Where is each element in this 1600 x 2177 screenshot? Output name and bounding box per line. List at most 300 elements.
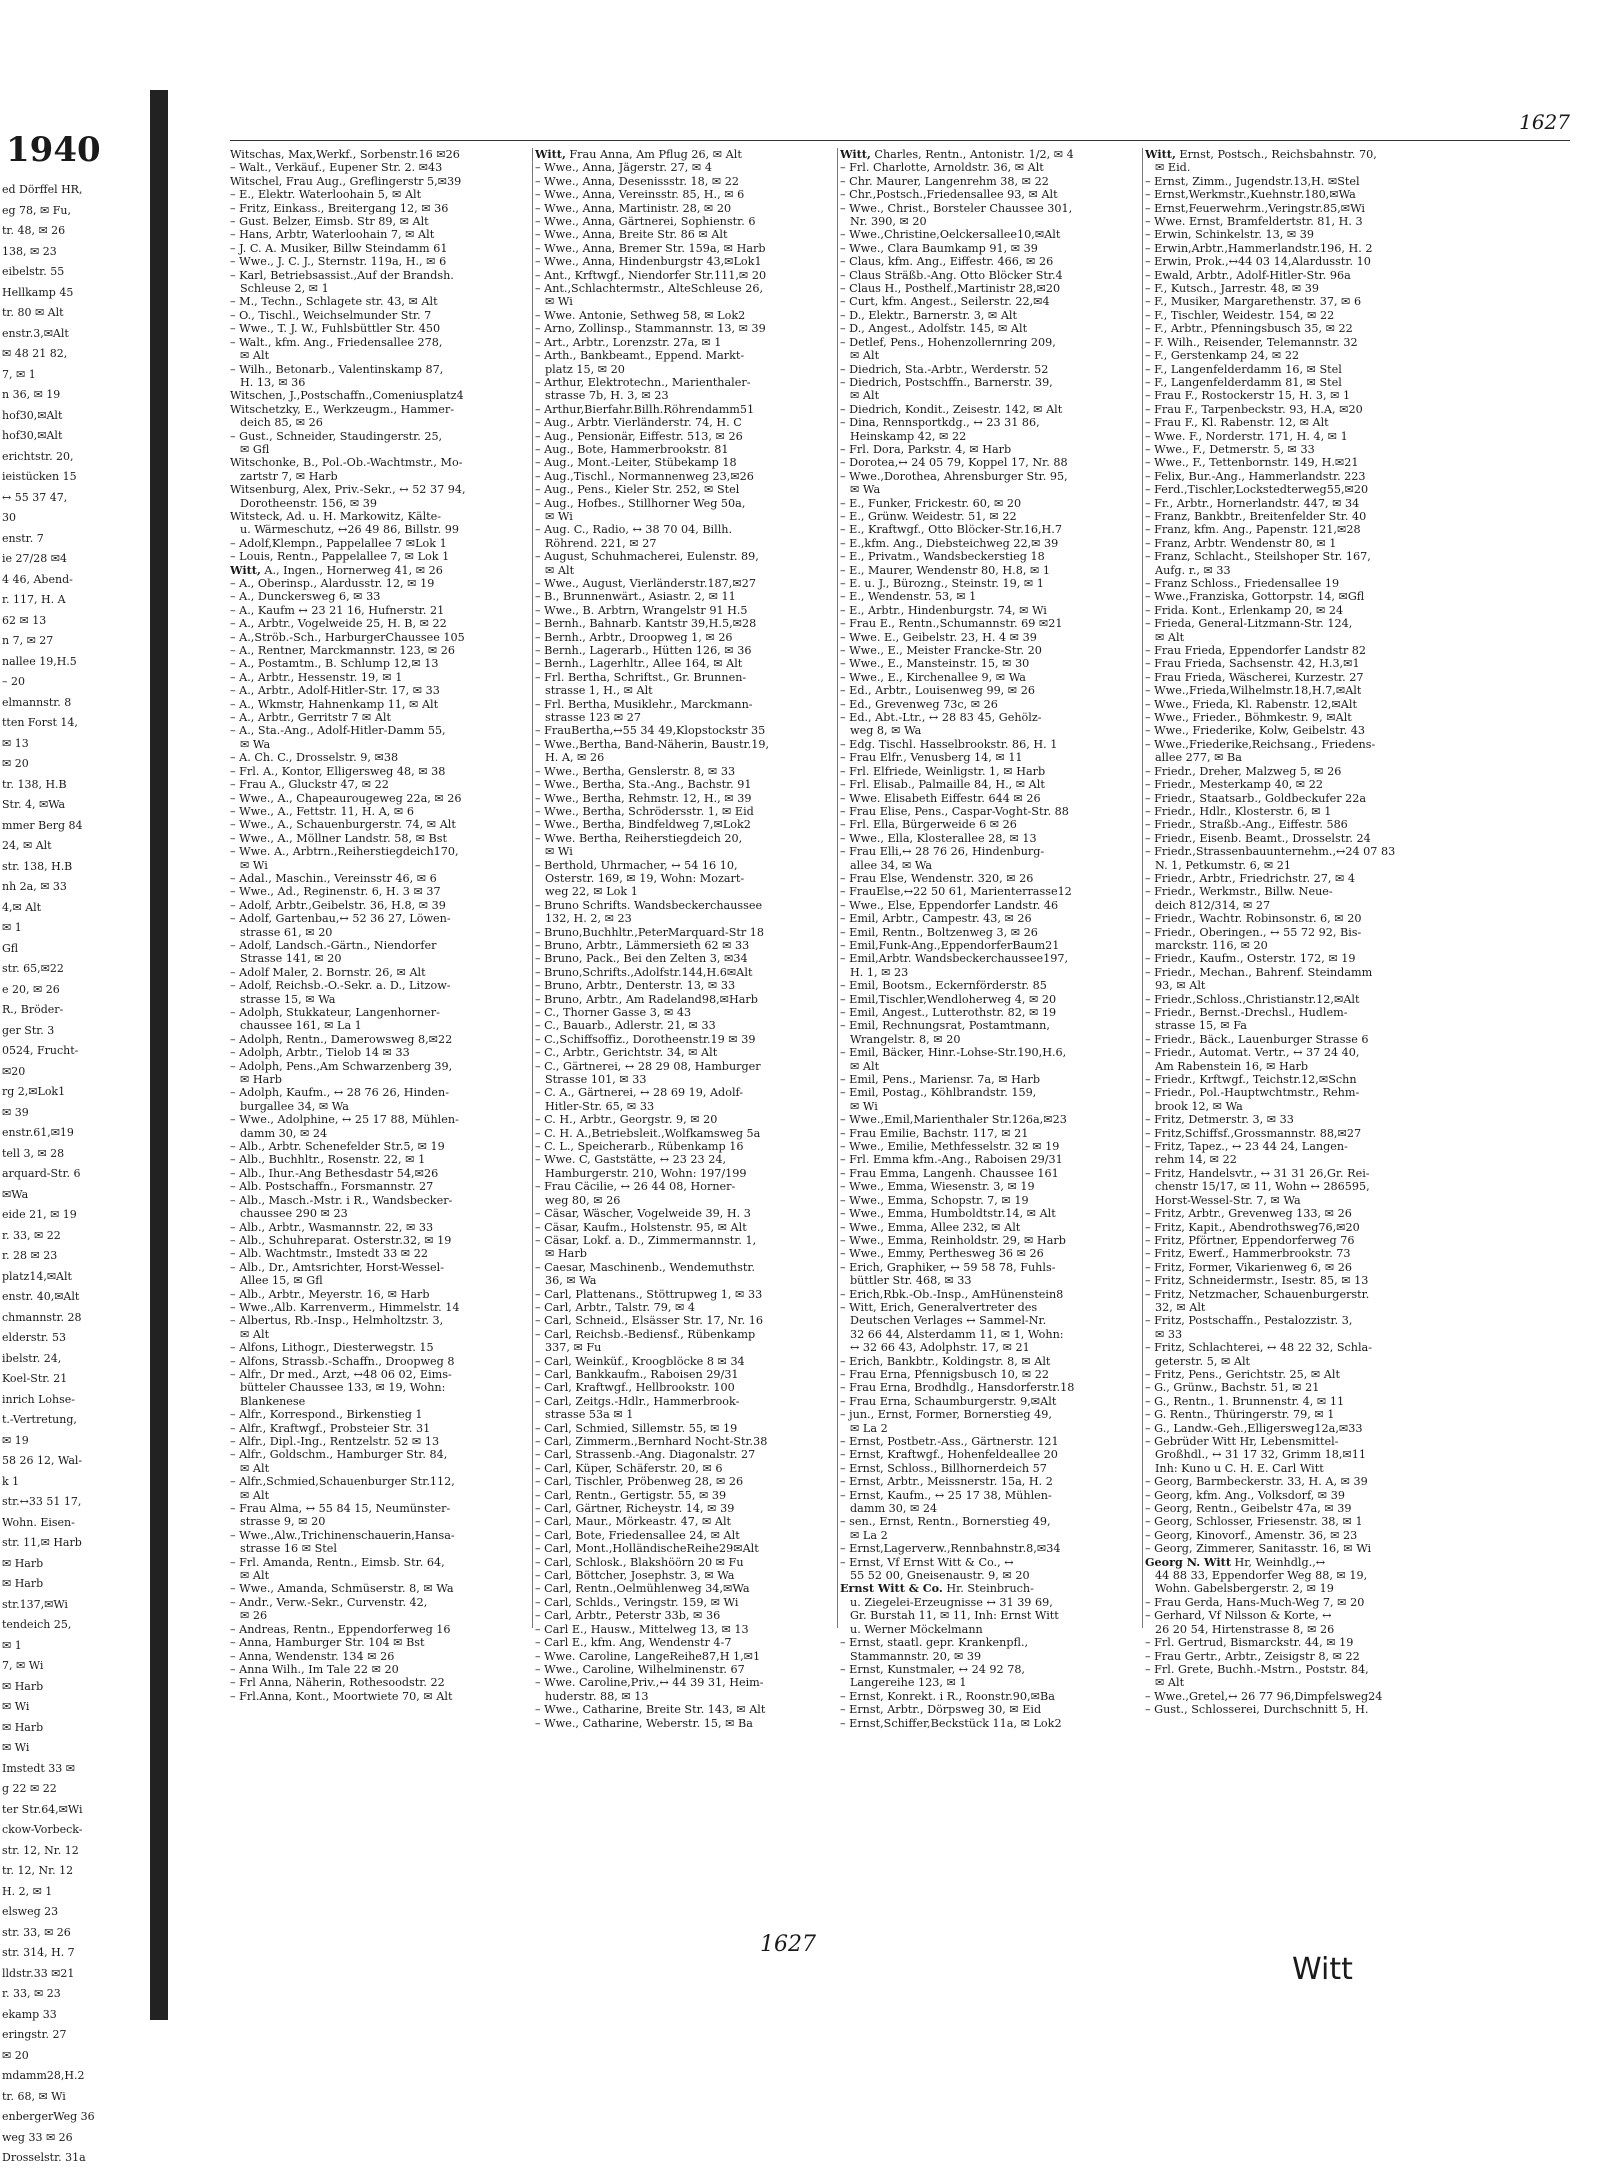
directory-entry: – A., Wkmstr, Hahnenkamp 11, ✉ Alt <box>230 697 439 711</box>
directory-entry: – Emil, Arbtr., Campestr. 43, ✉ 26 <box>840 912 1032 926</box>
directory-entry: – Wwe., Anna, Martinistr. 28, ✉ 20 <box>535 201 732 215</box>
directory-entry: – Ernst, Schloss., Billhornerdeich 57 <box>840 1461 1047 1475</box>
directory-entry: ✉ Alt <box>545 563 575 577</box>
directory-entry: ✉ Wi <box>240 858 268 872</box>
directory-entry: – Georg, Barmbeckerstr. 33, H. A, ✉ 39 <box>1145 1475 1368 1489</box>
directory-entry: – Wwe., A., Schauenburgerstr. 74, ✉ Alt <box>230 818 456 832</box>
directory-entry: – Arthur, Elektrotechn., Marienthaler- <box>535 375 751 389</box>
directory-entry: – Fritz, Kapit., Abendrothsweg76,✉20 <box>1145 1220 1360 1234</box>
directory-entry: – Frau Cäcilie, ↔ 26 44 08, Horner- <box>535 1180 736 1194</box>
directory-entry: – Ernst, Postbetr.-Ass., Gärtnerstr. 121 <box>840 1435 1059 1448</box>
column-4 <box>1145 148 1455 1717</box>
left-page-line: tr. 48, ✉ 26 <box>2 224 66 237</box>
directory-page <box>180 110 1580 2010</box>
directory-entry: – Friedr., Bäck., Lauenburger Strasse 6 <box>1145 1032 1369 1046</box>
directory-entry: – Wwe., Amanda, Schmüserstr. 8, ✉ Wa <box>230 1582 454 1596</box>
left-page-line: ✉ Harb <box>2 1556 44 1570</box>
directory-entry: Witschetzky, E., Werkzeugm., Hammer- <box>230 402 455 416</box>
directory-entry: – Ernst, Konrekt. i R., Roonstr.90,✉Ba <box>840 1689 1055 1703</box>
directory-entry: – Ernst,Lagerverw.,Rennbahnstr.8,✉34 <box>840 1542 1061 1556</box>
directory-entry: – Bernh., Lagerhltr., Allee 164, ✉ Alt <box>535 657 743 671</box>
directory-entry: – Wwe. A., Arbtrn.,Reiherstiegdeich170, <box>230 845 459 859</box>
directory-entry: – Gust., Schlosserei, Durchschnitt 5, H. <box>1145 1703 1369 1717</box>
directory-entry: – Chr.,Postsch.,Friedensallee 93, ✉ Alt <box>840 188 1058 202</box>
left-page-line: Hellkamp 45 <box>2 285 74 299</box>
directory-entry: – Alb. Postschaffn., Forsmannstr. 27 <box>230 1180 434 1194</box>
directory-entry: – Wwe., F., Detmerstr. 5, ✉ 33 <box>1145 442 1315 456</box>
directory-entry: strasse 53a ✉ 1 <box>545 1408 634 1422</box>
directory-entry: ✉ Wa <box>850 483 881 497</box>
directory-entry: ✉ Harb <box>240 1073 282 1087</box>
page-number-top: 1627 <box>1519 110 1570 134</box>
directory-entry: – Wwe., Clara Baumkamp 91, ✉ 39 <box>840 241 1038 255</box>
directory-entry: Wohn. Gabelsbergerstr. 2, ✉ 19 <box>1155 1582 1334 1596</box>
directory-entry: – Georg, Kinovorf., Amenstr. 36, ✉ 23 <box>1145 1528 1358 1542</box>
directory-entry: – A., Arbtr., Adolf-Hitler-Str. 17, ✉ 33 <box>230 684 440 698</box>
directory-entry: u. Ziegelei-Erzeugnisse ↔ 31 39 69, <box>850 1595 1053 1609</box>
directory-entry: – D., Elektr., Barnerstr. 3, ✉ Alt <box>840 308 1018 322</box>
directory-entry: – Bruno,Schrifts.,Adolfstr.144,H.6✉Alt <box>535 965 753 979</box>
directory-entry: ✉ Wa <box>240 737 271 751</box>
directory-entry: – Adolph, Rentn., Damerowsweg 8,✉22 <box>230 1032 453 1046</box>
directory-entry: – Alfr., Goldschm., Hamburger Str. 84, <box>230 1448 448 1462</box>
left-page-line: hof30,✉Alt <box>2 429 63 442</box>
directory-entry: ✉ 26 <box>240 1609 268 1623</box>
left-page-line: g 22 ✉ 22 <box>2 1782 57 1795</box>
directory-entry: ✉ Eid. <box>1155 161 1191 175</box>
directory-entry: ✉ 33 <box>1155 1327 1183 1341</box>
directory-entry: – Frau A., Gluckstr 47, ✉ 22 <box>230 778 389 792</box>
directory-entry: – Wwe., E., Mansteinstr. 15, ✉ 30 <box>840 657 1030 671</box>
directory-entry: – Frau Gertr., Arbtr., Zeisigstr 8, ✉ 22 <box>1145 1649 1360 1663</box>
directory-entry: – Felix, Bur.-Ang., Hammerlandstr. 223 <box>1145 469 1366 483</box>
directory-entry: – Wilh., Betonarb., Valentinskamp 87, <box>230 362 444 376</box>
directory-entry: – Wwe.,Franziska, Gottorpstr. 14, ✉Gfl <box>1145 590 1365 604</box>
directory-entry: – F., Arbtr., Pfenningsbusch 35, ✉ 22 <box>1145 322 1353 336</box>
directory-entry: – A., Oberinsp., Alardusstr. 12, ✉ 19 <box>230 577 435 590</box>
directory-entry: – Wwe. F., Norderstr. 171, H. 4, ✉ 1 <box>1145 429 1348 443</box>
header-rule <box>230 140 1570 141</box>
directory-entry: – Frl. Charlotte, Arnoldstr. 36, ✉ Alt <box>840 161 1044 175</box>
left-page-line: inrich Lohse- <box>2 1392 76 1406</box>
directory-entry: u. Wärmeschutz, ↔26 49 86, Billstr. 99 <box>240 523 459 537</box>
directory-entry: – Cäsar, Kaufm., Holstenstr. 95, ✉ Alt <box>535 1220 747 1234</box>
left-page-line: Koel-Str. 21 <box>2 1372 68 1385</box>
directory-entry: – Cäsar, Wäscher, Vogelweide 39, H. 3 <box>535 1207 751 1221</box>
directory-entry: – Alfons, Strassb.-Schaffn., Droopweg 8 <box>230 1354 455 1368</box>
directory-entry: – Carl, Schlosk., Blakshöörn 20 ✉ Fu <box>535 1555 744 1569</box>
directory-entry: – Wwe., Emma, Allee 232, ✉ Alt <box>840 1220 1021 1234</box>
directory-entry: – Friedr., Pol.-Hauptwchtmstr., Rehm- <box>1145 1086 1360 1100</box>
directory-entry: – A., Arbtr., Hessenstr. 19, ✉ 1 <box>230 670 403 684</box>
directory-entry: – Friedr., Straßb.-Ang., Eiffestr. 586 <box>1145 818 1348 832</box>
directory-entry: – E.,kfm. Ang., Diebsteichweg 22,✉ 39 <box>840 536 1059 550</box>
directory-entry: – Frau Frieda, Eppendorfer Landstr 82 <box>1145 644 1367 658</box>
directory-entry: – Fritz, Einkass., Breitergang 12, ✉ 36 <box>230 201 449 215</box>
directory-entry: – Georg, Rentn., Geibelstr 47a, ✉ 39 <box>1145 1502 1352 1516</box>
left-page-year: 1940 <box>6 130 101 170</box>
directory-entry: – Ernst, Vf Ernst Witt & Co., ↔ <box>840 1555 1014 1569</box>
directory-entry: – Curt, kfm. Angest., Seilerstr. 22,✉4 <box>840 295 1050 309</box>
directory-entry: – Frau F., Kl. Rabenstr. 12, ✉ Alt <box>1145 416 1329 430</box>
left-page-line: tr. 12, Nr. 12 <box>2 1864 74 1877</box>
directory-entry: – Wwe., Anna, Gärtnerei, Sophienstr. 6 <box>535 215 756 229</box>
directory-entry: – Bruno, Arbtr., Lämmersieth 62 ✉ 33 <box>535 938 750 952</box>
left-page-line: 7, ✉ Wi <box>2 1659 44 1672</box>
directory-entry: strasse 15, ✉ Fa <box>1155 1019 1247 1033</box>
directory-entry: – Friedr.,Strassenbauunternehm.,↔24 07 83 <box>1145 845 1396 859</box>
directory-entry: – Franz, kfm. Ang., Papenstr. 121,✉28 <box>1145 523 1361 537</box>
directory-entry: ✉ Wi <box>545 845 573 859</box>
left-page-line: str. 11,✉ Harb <box>2 1536 82 1549</box>
directory-entry: – Emil, Pens., Mariensr. 7a, ✉ Harb <box>840 1073 1041 1087</box>
directory-entry: H. 13, ✉ 36 <box>240 375 306 389</box>
directory-entry: – Wwe.,Emil,Marienthaler Str.126a,✉23 <box>840 1113 1067 1127</box>
directory-entry: – C. H. A.,Betriebsleit.,Wolfkamsweg 5a <box>535 1126 761 1140</box>
directory-entry: – Frau Elise, Pens., Caspar-Voght-Str. 88 <box>840 804 1069 818</box>
left-page-line: 0524, Frucht- <box>2 1044 79 1057</box>
directory-entry: – Ernst, Arbtr., Dörpsweg 30, ✉ Eid <box>840 1703 1042 1717</box>
left-page-line: R., Bröder- <box>2 1003 64 1016</box>
directory-entry: – Alb., Schuhreparat. Osterstr.32, ✉ 19 <box>230 1233 452 1247</box>
left-page-line: nallee 19,H.5 <box>2 654 77 668</box>
directory-entry: – Wwe., Catharine, Breite Str. 143, ✉ Alt <box>535 1703 766 1717</box>
left-page-line: ter Str.64,✉Wi <box>2 1802 83 1816</box>
directory-entry: – Carl, Kraftwgf., Hellbrookstr. 100 <box>535 1381 735 1395</box>
directory-entry: – Aug., Pensionär, Eiffestr. 513, ✉ 26 <box>535 429 743 443</box>
directory-entry: – Wwe., Ad., Reginenstr. 6, H. 3 ✉ 37 <box>230 885 441 899</box>
directory-entry: – Frl. Bertha, Musiklehr., Marckmann- <box>535 697 753 711</box>
directory-entry: – E., Elektr. Waterloohain 5, ✉ Alt <box>230 188 422 202</box>
directory-entry: – Frl. Emma kfm.-Ang., Raboisen 29/31 <box>840 1153 1063 1167</box>
directory-entry: strasse 9, ✉ 20 <box>240 1515 326 1529</box>
directory-entry: – Adolf,Klempn., Pappelallee 7 ✉Lok 1 <box>230 536 447 550</box>
directory-entry: – Erwin, Prok.,↔44 03 14,Alardusstr. 10 <box>1145 255 1371 269</box>
directory-entry: – Alb., Arbtr., Wasmannstr. 22, ✉ 33 <box>230 1220 434 1234</box>
directory-entry: 93, ✉ Alt <box>1155 979 1206 993</box>
directory-entry: strasse 15, ✉ Wa <box>240 992 336 1006</box>
left-page-line: ✉ Wi <box>2 1741 30 1754</box>
left-page-line: r. 33, ✉ 22 <box>2 1228 61 1242</box>
directory-entry: ✉ Alt <box>850 389 880 403</box>
left-page-line: eide 21, ✉ 19 <box>2 1208 77 1221</box>
directory-entry: – Wwe., Emma, Wiesenstr. 3, ✉ 19 <box>840 1180 1035 1194</box>
directory-entry: – Georg, Schlosser, Friesenstr. 38, ✉ 1 <box>1145 1515 1363 1529</box>
directory-entry: – Fritz, Handelsvtr., ↔ 31 31 26,Gr. Rei- <box>1145 1166 1370 1180</box>
directory-entry: – Bernh., Bahnarb. Kantstr 39,H.5,✉28 <box>535 617 757 631</box>
directory-entry: – Ernst, Arbtr., Meissnerstr. 15a, H. 2 <box>840 1475 1053 1489</box>
left-page-line: Drosselstr. 31a <box>2 2151 86 2164</box>
left-page-line: ✉Wa <box>2 1187 29 1201</box>
directory-entry: – FrauElse,↔22 50 61, Marienterrasse12 <box>840 885 1072 899</box>
directory-entry: geterstr. 5, ✉ Alt <box>1155 1354 1251 1368</box>
left-page-line: ibelstr. 24, <box>2 1351 62 1365</box>
left-page-line: nh 2a, ✉ 33 <box>2 880 67 893</box>
directory-entry: – Alb. Wachtmstr., Imstedt 33 ✉ 22 <box>230 1247 428 1261</box>
directory-entry: – B., Brunnenwärt., Asiastr. 2, ✉ 11 <box>535 590 736 604</box>
left-page-line: ✉ 13 <box>2 736 29 750</box>
directory-entry: – Wwe.,Frieda,Wilhelmstr.18,H.7,✉Alt <box>1145 684 1362 698</box>
directory-entry: ✉ Alt <box>240 1569 270 1583</box>
directory-entry: – Diedrich, Sta.-Arbtr., Werderstr. 52 <box>840 362 1049 376</box>
directory-entry: – E., Maurer, Wendenstr 80, H.8, ✉ 1 <box>840 563 1050 577</box>
directory-entry: – A., Arbtr., Vogelweide 25, H. B, ✉ 22 <box>230 617 447 631</box>
directory-entry: – C., Bauarb., Adlerstr. 21, ✉ 33 <box>535 1019 716 1033</box>
left-page-line: ieistücken 15 <box>2 470 77 483</box>
directory-entry: – Chr. Maurer, Langenrehm 38, ✉ 22 <box>840 174 1049 188</box>
left-page-line: ed Dörffel HR, <box>2 183 83 196</box>
directory-entry: – Bruno, Arbtr., Am Radeland98,✉Harb <box>535 992 758 1006</box>
directory-entry: – Adolf, Landsch.-Gärtn., Niendorfer <box>230 938 437 952</box>
directory-entry: – Wwe., F., Tettenbornstr. 149, H.✉21 <box>1145 456 1359 470</box>
directory-entry: – Ferd.,Tischler,Lockstedterweg55,✉20 <box>1145 483 1369 497</box>
directory-entry: – Ernst, Kunstmaler, ↔ 24 92 78, <box>840 1662 1025 1676</box>
directory-entry: – Carl, Bankkaufm., Raboisen 29/31 <box>535 1367 739 1381</box>
directory-entry: – Frl. Ella, Bürgerweide 6 ✉ 26 <box>840 818 1017 832</box>
directory-entry: – Wwe., Christ., Borsteler Chaussee 301, <box>840 201 1073 215</box>
directory-entry: – Wwe., Anna, Vereinsstr. 85, H., ✉ 6 <box>535 188 745 202</box>
left-page-line: ✉ 20 <box>2 2048 29 2062</box>
directory-entry: – Friedr., Krftwgf., Teichstr.12,✉Schn <box>1145 1073 1357 1087</box>
directory-entry: Gr. Burstah 11, ✉ 11, Inh: Ernst Witt <box>850 1609 1059 1623</box>
directory-entry: – Bruno, Pack., Bei den Zelten 3, ✉34 <box>535 952 748 966</box>
directory-entry: Stammannstr. 20, ✉ 39 <box>850 1649 982 1663</box>
directory-entry: – Wwe., Emma, Reinholdstr. 29, ✉ Harb <box>840 1233 1066 1247</box>
directory-entry: – Berthold, Uhrmacher, ↔ 54 16 10, <box>535 858 738 872</box>
directory-entry: damm 30, ✉ 24 <box>850 1502 938 1516</box>
directory-entry: – Wwe., Catharine, Weberstr. 15, ✉ Ba <box>535 1716 753 1730</box>
directory-entry: – Aug., Arbtr. Vierländerstr. 74, H. C <box>535 416 742 430</box>
directory-entry: – Frau Frieda, Wäscherei, Kurzestr. 27 <box>1145 670 1364 684</box>
left-page-line: r. 117, H. A <box>2 593 66 606</box>
directory-entry: brook 12, ✉ Wa <box>1155 1099 1243 1113</box>
directory-entry: – Wwe., Bertha, Genslerstr. 8, ✉ 33 <box>535 764 736 778</box>
directory-entry: – Anna Wilh., Im Tale 22 ✉ 20 <box>230 1662 399 1676</box>
directory-entry: – Gust., Schneider, Staudingerstr. 25, <box>230 429 443 443</box>
directory-entry: – Fritz, Tapez., ↔ 23 44 24, Langen- <box>1145 1140 1348 1154</box>
directory-entry: – Frau F., Tarpenbeckstr. 93, H.A, ✉20 <box>1145 402 1363 416</box>
left-page-line: enstr. 7 <box>2 531 44 545</box>
directory-entry: Horst-Wessel-Str. 7, ✉ Wa <box>1155 1193 1301 1207</box>
directory-entry: – Emil, Rentn., Boltzenweg 3, ✉ 26 <box>840 925 1038 939</box>
directory-entry: – Frl. Gertrud, Bismarckstr. 44, ✉ 19 <box>1145 1636 1354 1650</box>
directory-entry: – Carl, Schlds., Veringstr. 159, ✉ Wi <box>535 1595 739 1609</box>
directory-entry: – Fr., Arbtr., Hornerlandstr. 447, ✉ 34 <box>1145 496 1360 510</box>
directory-entry: Aufg. r., ✉ 33 <box>1155 563 1231 577</box>
directory-entry: Ernst Witt & Co. Hr. Steinbruch- <box>840 1581 1034 1596</box>
directory-entry: Strasse 141, ✉ 20 <box>240 952 342 966</box>
directory-entry: – Dorotea,↔ 24 05 79, Koppel 17, Nr. 88 <box>840 456 1068 470</box>
directory-entry: – Frau E., Rentn.,Schumannstr. 69 ✉21 <box>840 617 1063 631</box>
directory-entry: – Wwe., T. J. W., Fuhlsbüttler Str. 450 <box>230 322 441 336</box>
directory-entry: – Wwe., Anna, Bremer Str. 159a, ✉ Harb <box>535 241 766 255</box>
left-page-line: 138, ✉ 23 <box>2 244 57 258</box>
directory-entry: strasse 16 ✉ Stel <box>240 1542 337 1556</box>
directory-entry: weg 80, ✉ 26 <box>545 1193 621 1207</box>
directory-entry: ✉ Gfl <box>240 442 270 456</box>
directory-entry: – Carl E., Hausw., Mittelweg 13, ✉ 13 <box>535 1622 749 1636</box>
left-page-line: ✉ 48 21 82, <box>2 347 68 360</box>
left-page-line: enbergerWeg 36 <box>2 2110 95 2123</box>
left-page-line: ekamp 33 <box>2 2007 57 2021</box>
directory-entry: – Fritz, Former, Vikarienweg 6, ✉ 26 <box>1145 1260 1353 1274</box>
left-page-line: lldstr.33 ✉21 <box>2 1966 75 1980</box>
directory-entry: – Walt., kfm. Ang., Friedensallee 278, <box>230 335 443 349</box>
directory-entry: marckstr. 116, ✉ 20 <box>1155 938 1268 952</box>
directory-entry: – Wwe., A., Möllner Landstr. 58, ✉ Bst <box>230 831 448 845</box>
directory-entry: – Bernh., Lagerarb., Hütten 126, ✉ 36 <box>535 644 752 658</box>
book-gutter <box>150 90 168 2020</box>
left-page-line: arquard-Str. 6 <box>2 1167 81 1180</box>
directory-entry: – Frida. Kont., Erlenkamp 20, ✉ 24 <box>1145 603 1344 617</box>
directory-entry: ✉ Alt <box>240 1327 270 1341</box>
directory-entry: – Ed., Arbtr., Louisenweg 99, ✉ 26 <box>840 684 1035 698</box>
directory-entry: Hamburgerstr. 210, Wohn: 197/199 <box>545 1166 747 1180</box>
directory-entry: – Frl Anna, Näherin, Rothesoodstr. 22 <box>230 1676 445 1690</box>
directory-entry: ✉ Alt <box>850 349 880 363</box>
directory-entry: – Ernst, Kraftwgf., Hohenfeldeallee 20 <box>840 1448 1058 1462</box>
directory-entry: büttler Str. 468, ✉ 33 <box>850 1274 972 1288</box>
directory-entry: ✉ Alt <box>240 1488 270 1502</box>
directory-entry: – Alfr., Kraftwgf., Probsteier Str. 31 <box>230 1421 431 1435</box>
directory-entry: – Friedr., Staatsarb., Goldbeckufer 22a <box>1145 791 1367 805</box>
directory-entry: – Fritz, Postschaffn., Pestalozzistr. 3, <box>1145 1314 1353 1328</box>
directory-entry: – Wwe.,Bertha, Band-Näherin, Baustr.19, <box>535 737 769 751</box>
directory-entry: – Bruno Schrifts. Wandsbeckerchaussee <box>535 898 763 912</box>
directory-entry: – F., Langenfelderdamm 81, ✉ Stel <box>1145 375 1342 389</box>
left-page-line: Gfl <box>2 941 19 955</box>
directory-entry: – O., Tischl., Weichselmunder Str. 7 <box>230 308 432 322</box>
left-page-line: enstr. 40,✉Alt <box>2 1290 80 1303</box>
directory-entry: – Fritz, Schneidermstr., Isestr. 85, ✉ 13 <box>1145 1274 1369 1288</box>
directory-entry: ✉ La 2 <box>850 1421 888 1435</box>
directory-entry: – Fritz, Ewerf., Hammerbrookstr. 73 <box>1145 1247 1351 1261</box>
directory-entry: Hitler-Str. 65, ✉ 33 <box>545 1099 655 1113</box>
directory-entry: chaussee 161, ✉ La 1 <box>240 1019 362 1033</box>
directory-entry: – Aug., Bote, Hammerbrookstr. 81 <box>535 442 729 456</box>
directory-entry: – Ernst,Werkmstr.,Kuehnstr.180,✉Wa <box>1145 188 1356 202</box>
directory-entry: – Fritz,Schiffsf.,Grossmannstr. 88,✉27 <box>1145 1126 1362 1140</box>
left-page-line: ✉ 19 <box>2 1433 29 1447</box>
directory-entry: – Alfr., Dr med., Arzt, ↔48 06 02, Eims- <box>230 1367 452 1381</box>
directory-entry: – A.,Ströb.-Sch., HarburgerChaussee 105 <box>230 630 465 644</box>
directory-entry: – Frau Else, Wendenstr. 320, ✉ 26 <box>840 871 1034 885</box>
directory-entry: – Frau Alma, ↔ 55 84 15, Neumünster- <box>230 1502 451 1516</box>
directory-entry: – Claus H., Posthelf.,Martinistr 28,✉20 <box>840 282 1061 296</box>
left-page-fragment <box>0 110 150 2164</box>
left-page-line: ger Str. 3 <box>2 1023 55 1037</box>
directory-entry: – E., Wendenstr. 53, ✉ 1 <box>840 590 977 604</box>
directory-entry: – Witt, Erich, Generalvertreter des <box>840 1300 1038 1314</box>
directory-entry: – Claus Sträßb.-Ang. Otto Blöcker Str.4 <box>840 268 1063 282</box>
left-page-line: mmer Berg 84 <box>2 818 83 832</box>
directory-entry: – Aug., Pens., Kieler Str. 252, ✉ Stel <box>535 483 740 497</box>
directory-entry: – Adolph, Arbtr., Tielob 14 ✉ 33 <box>230 1046 410 1060</box>
left-page-line: ✉ Wi <box>2 1700 30 1713</box>
left-page-line: – 20 <box>2 675 25 688</box>
directory-entry: – A., Postamtm., B. Schlump 12,✉ 13 <box>230 657 439 671</box>
directory-entry: Wrangelstr. 8, ✉ 20 <box>850 1032 961 1046</box>
directory-entry: – Ernst,Schiffer,Beckstück 11a, ✉ Lok2 <box>840 1716 1062 1730</box>
directory-entry: – Claus, kfm. Ang., Eiffestr. 466, ✉ 26 <box>840 255 1054 269</box>
directory-entry: – Wwe., Emilie, Methfesselstr. 32 ✉ 19 <box>840 1140 1060 1154</box>
directory-entry: – Frau Erna, Schaumburgerstr. 9,✉Alt <box>840 1394 1057 1408</box>
directory-entry: strasse 123 ✉ 27 <box>545 711 641 725</box>
directory-entry: – Andreas, Rentn., Eppendorferweg 16 <box>230 1622 451 1636</box>
directory-entry: – Wwe., Anna, Jägerstr. 27, ✉ 4 <box>535 161 712 175</box>
directory-entry: – Frau Gerda, Hans-Much-Weg 7, ✉ 20 <box>1145 1595 1365 1609</box>
directory-entry: – Wwe. Elisabeth Eiffestr. 644 ✉ 26 <box>840 791 1041 805</box>
directory-entry: – Bruno, Arbtr., Denterstr. 13, ✉ 33 <box>535 979 736 993</box>
directory-entry: – Frl. Elisab., Palmaille 84, H., ✉ Alt <box>840 778 1045 792</box>
directory-entry: – E., Privatm., Wandsbeckerstieg 18 <box>840 550 1045 564</box>
directory-entry: burgallee 34, ✉ Wa <box>240 1099 349 1113</box>
left-page-line: k 1 <box>2 1474 20 1488</box>
directory-entry: – Carl, Zeitgs.-Hdlr., Hammerbrook- <box>535 1394 740 1408</box>
left-page-line: eibelstr. 55 <box>2 265 65 278</box>
left-page-line: chmannstr. 28 <box>2 1310 82 1324</box>
directory-entry: Schleuse 2, ✉ 1 <box>240 282 329 296</box>
directory-entry: – Karl, Betriebsassist.,Auf der Brandsh. <box>230 268 454 282</box>
left-page-line: ckow-Vorbeck- <box>2 1823 83 1836</box>
directory-entry: – Aug., Hofbes., Stillhorner Weg 50a, <box>535 496 746 510</box>
directory-entry: 44 88 33, Eppendorfer Weg 88, ✉ 19, <box>1155 1569 1368 1583</box>
directory-entry: huderstr. 88, ✉ 13 <box>545 1689 649 1703</box>
directory-entry: – Wwe.,Friederike,Reichsang., Friedens- <box>1145 737 1376 751</box>
directory-entry: – C., Gärtnerei, ↔ 28 29 08, Hamburger <box>535 1059 761 1073</box>
directory-entry: ✉ Alt <box>850 1059 880 1073</box>
directory-entry: strasse 7b, H. 3, ✉ 23 <box>545 389 669 403</box>
directory-entry: 337, ✉ Fu <box>545 1341 602 1355</box>
directory-entry: – Alfr.,Schmied,Schauenburger Str.112, <box>230 1475 455 1489</box>
left-page-line: ie 27/28 ✉4 <box>2 552 67 565</box>
directory-entry: Allee 15, ✉ Gfl <box>240 1274 323 1288</box>
directory-entry: – Hans, Arbtr, Waterloohain 7, ✉ Alt <box>230 228 435 242</box>
left-page-line: str.↔33 51 17, <box>2 1495 82 1508</box>
directory-entry: – Friedr., Eisenb. Beamt., Drosselstr. 24 <box>1145 831 1371 845</box>
directory-entry: deich 85, ✉ 26 <box>240 416 323 430</box>
directory-entry: – Wwe.,Dorothea, Ahrensburger Str. 95, <box>840 469 1068 483</box>
directory-entry: – Erich, Graphiker, ↔ 59 58 78, Fuhls- <box>840 1260 1056 1274</box>
left-page-line: 24, ✉ Alt <box>2 839 52 852</box>
directory-entry: – Wwe., Else, Eppendorfer Landstr. 46 <box>840 898 1059 912</box>
directory-entry: ✉ Alt <box>240 1461 270 1475</box>
directory-entry: – Wwe.,Gretel,↔ 26 77 96,Dimpfelsweg24 <box>1145 1689 1383 1703</box>
directory-entry: – Carl, Weinküf., Kroogblöcke 8 ✉ 34 <box>535 1354 745 1368</box>
directory-entry: – Emil, Rechnungsrat, Postamtmann, <box>840 1019 1050 1033</box>
directory-entry: 132, H. 2, ✉ 23 <box>545 912 632 926</box>
directory-entry: – Friedr., Arbtr., Friedrichstr. 27, ✉ 4 <box>1145 871 1356 885</box>
column-divider <box>1142 148 1143 1628</box>
column-2 <box>535 148 845 1730</box>
left-page-line: elmannstr. 8 <box>2 695 72 709</box>
directory-entry: – Friedr., Wachtr. Robinsonstr. 6, ✉ 20 <box>1145 912 1362 926</box>
left-page-line: r. 33, ✉ 23 <box>2 1987 61 2000</box>
directory-entry: – Frl. Amanda, Rentn., Eimsb. Str. 64, <box>230 1555 445 1569</box>
directory-entry: – Wwe., Bertha, Sta.-Ang., Bachstr. 91 <box>535 778 752 792</box>
directory-entry: allee 34, ✉ Wa <box>850 858 933 872</box>
directory-entry: – G. Rentn., Thüringerstr. 79, ✉ 1 <box>1145 1408 1335 1422</box>
left-page-line: H. 2, ✉ 1 <box>2 1884 53 1898</box>
directory-entry: – Frau Elli,↔ 28 76 26, Hindenburg- <box>840 845 1045 859</box>
directory-entry: – Friedr., Dreher, Malzweg 5, ✉ 26 <box>1145 764 1342 778</box>
directory-entry: Röhrend. 221, ✉ 27 <box>545 536 657 550</box>
directory-entry: – Wwe., Adolphine, ↔ 25 17 88, Mühlen- <box>230 1113 459 1127</box>
directory-entry: – Wwe. E., Geibelstr. 23, H. 4 ✉ 39 <box>840 630 1037 644</box>
directory-entry: – Ewald, Arbtr., Adolf-Hitler-Str. 96a <box>1145 268 1351 282</box>
directory-entry: – Carl, Küper, Schäferstr. 20, ✉ 6 <box>535 1461 723 1475</box>
left-page-line: tr. 138, H.B <box>2 777 67 791</box>
